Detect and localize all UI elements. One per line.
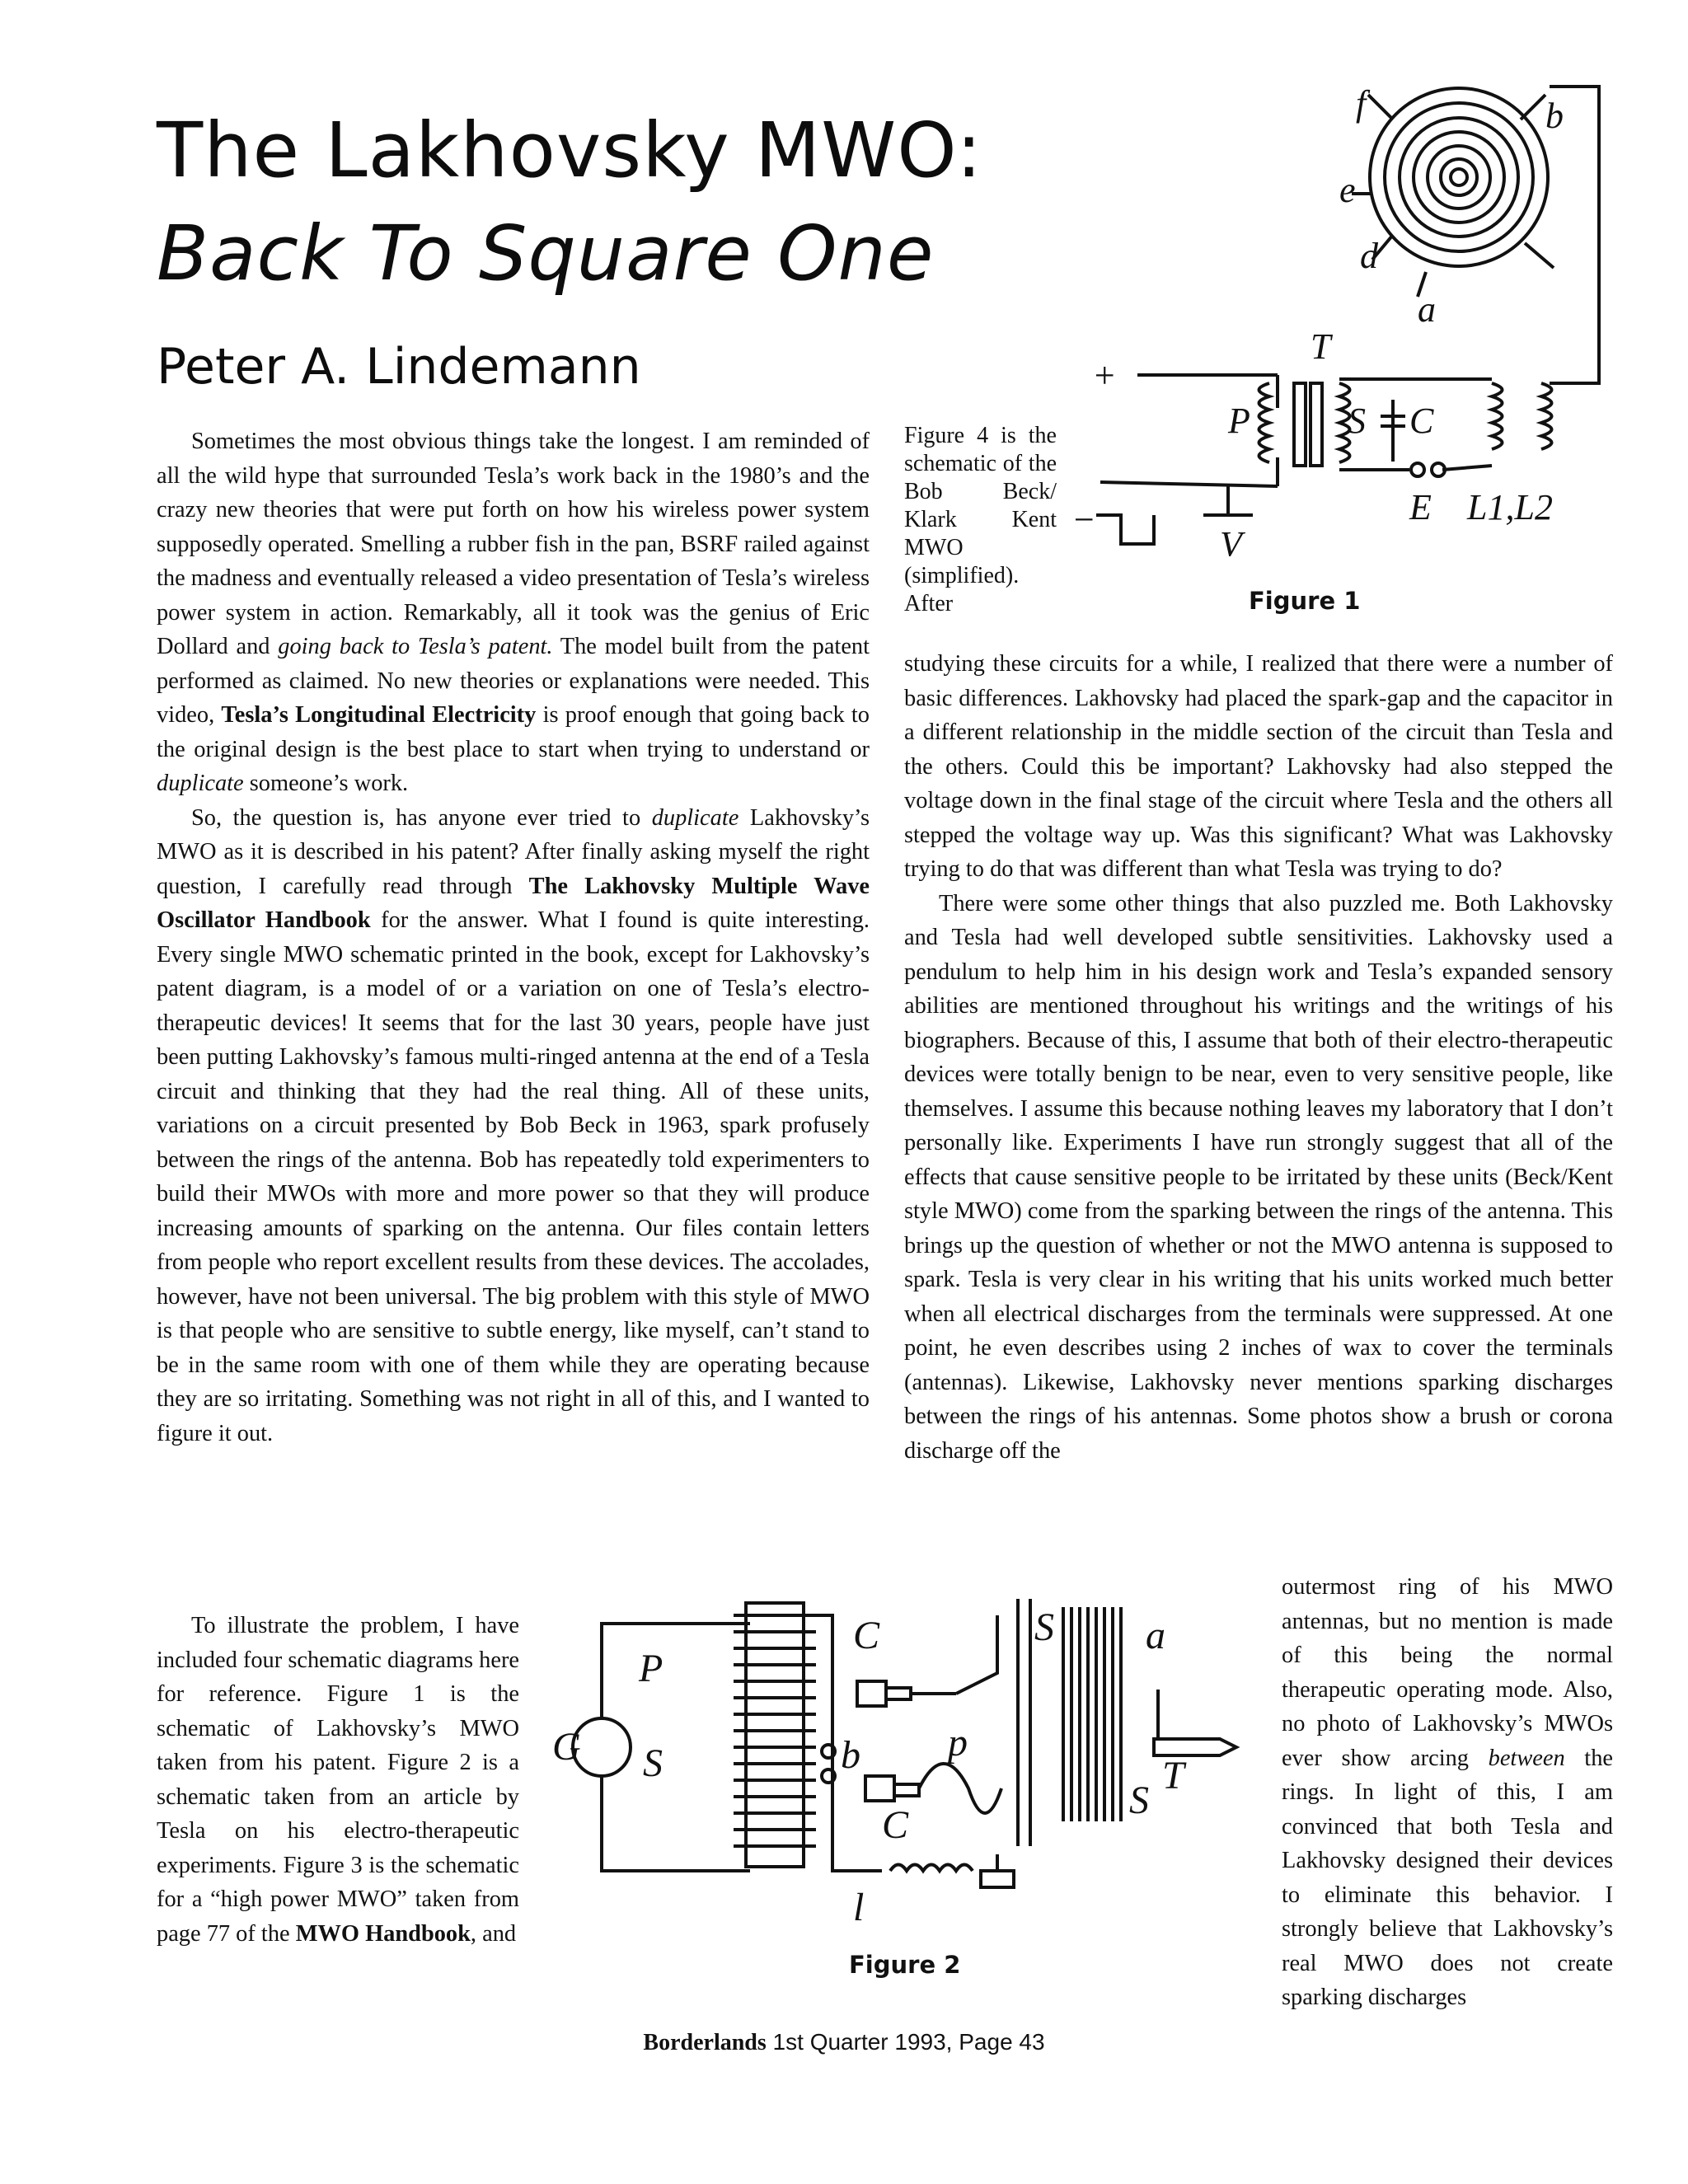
fig1-label-e: e (1339, 170, 1356, 210)
fig1-label-plus: + (1092, 355, 1117, 396)
article-title (157, 99, 982, 305)
author-name: Peter A. Lindemann (157, 338, 641, 396)
left-paragraph-1: Sometimes the most obvious things take the longest. I am reminded of all the wild hype that surrounded Tesla’s work back in the 1980’s and the crazy new theories that were put forth on how his wireless power system supposedly operated. Smelling a rubber fish in the pan, BSRF railed against the madness and eventually released a video presentation of Tesla’s wireless power system in action. Remarkably, all it took was the genius of Eric Dollard and going back to Tesla’s patent. The model built from the patent performed as claimed. No new theories or explanations were needed. This video, Tesla’s Longitudinal Electricity is proof enough that going back to the original design is the best place to start when trying to understand or duplicate someone’s work. (157, 429, 870, 796)
right-paragraph-3: outermost ring of his MWO antennas, but no mention is made of this being the normal therapeutic operating mode. Also, no photo of Lakhovsky’s MWOs ever show arcing between the rings. In light of this, I am convinced that both Tesla and Lakhovsky designed their devices to eliminate this behavior. I strongly believe that Lakhovsky’s real MWO does not create sparking discharges (1282, 1574, 1613, 2010)
figure-2-caption: Figure 2 (849, 1951, 961, 1979)
fig2-label-P: P (639, 1647, 663, 1690)
fig1-label-P: P (1228, 401, 1250, 441)
figure-1-schematic (1063, 70, 1640, 556)
page-footer (0, 2029, 1688, 2056)
fig1-label-f: f (1356, 83, 1367, 124)
fig1-label-b: b (1545, 96, 1564, 136)
left-paragraph-3: To illustrate the problem, I have included four schematic diagrams here for reference. Figure 1 is the schematic of Lakhovsky’s MWO taken from his patent. Figure 2 is a schematic taken from an article by Tesla on his electro-therapeutic experiments. Figure 3 is the schematic for a “high power MWO” taken from page 77 of the MWO Handbook, and (157, 1613, 519, 1947)
footer-issue-page: 1st Quarter 1993, Page 43 (766, 2029, 1045, 2055)
fig2-label-p: p (948, 1721, 968, 1765)
fig2-label-C-bottom: C (882, 1803, 909, 1847)
footer-magazine: Borderlands (643, 2030, 767, 2055)
fig4-intro-text: Figure 4 is the schematic of the Bob Beck/ Klark Kent MWO (simplified). After (904, 423, 1057, 616)
figure-1-caption: Figure 1 (1249, 587, 1361, 615)
fig1-label-minus: − (1071, 499, 1096, 540)
fig2-label-S: S (643, 1741, 663, 1785)
fig1-label-a: a (1418, 289, 1436, 330)
fig2-label-S-top: S (1034, 1605, 1054, 1649)
title-line-2: Back To Square One (157, 209, 935, 298)
right-paragraph-2: There were some other things that also puzzled me. Both Lakhovsky and Tesla had well developed subtle sensitivities. Lakhovsky used a pendulum to help him in his design work and Tesla’s expanded sensory abilities are mentioned throughout his writings and the writings of his biographers. Because of this, I assume that both of their electro-therapeutic devices were totally benign to be near, even to very sensitive people, like themselves. I assume this because nothing leaves my laboratory that I don’t personally like. Experiments I have run strongly suggest that all of the effects that cause sensitive people to be irritated by these units (Beck/Kent style MWO) come from the sparking between the rings of the antenna. This brings up the question of whether or not the MWO antenna is supposed to spark. Tesla is very clear in his writing that his units worked much better when all electrical discharges from the terminals were suppressed. At one point, he even describes using 2 inches of wax to cover the terminals (antennas). Likewise, Lakhovsky never mentions sparking discharges between the rings of his antennas. Some photos show a brush or corona discharge off the (904, 890, 1613, 1464)
fig1-label-T: T (1311, 326, 1331, 367)
right-column-bottom (1282, 1570, 1613, 2015)
fig1-label-L1L2: L1,L2 (1467, 487, 1553, 527)
fig2-label-G: G (552, 1725, 581, 1769)
figure-2-schematic (536, 1591, 1245, 1929)
fig1-label-S: S (1348, 401, 1366, 441)
right-column (904, 647, 1613, 1468)
fig2-label-T: T (1162, 1754, 1184, 1797)
fig2-label-S-right: S (1129, 1779, 1149, 1822)
fig1-label-V: V (1220, 524, 1242, 556)
fig1-label-E: E (1409, 487, 1432, 527)
fig1-label-C: C (1409, 401, 1434, 441)
left-column (157, 424, 870, 1451)
fig2-label-C-top: C (853, 1614, 880, 1657)
fig2-label-b: b (841, 1733, 860, 1777)
left-column-bottom (157, 1609, 519, 1951)
title-line-1: The Lakhovsky MWO: (157, 106, 983, 194)
right-paragraph-1: studying these circuits for a while, I realized that there were a number of basic differences. Lakhovsky had placed the spark-gap and the capacitor in a different relationship in the middle section of the circuit than Tesla and the others. Could this be important? Lakhovsky had also stepped the voltage down in the final stage of the circuit where Tesla and the others all stepped the voltage way up. Was this significant? What was Lakhovsky trying to do that was different than what Tesla was trying to do? (904, 651, 1613, 882)
fig1-label-d: d (1360, 236, 1378, 276)
left-paragraph-2: So, the question is, has anyone ever tried to duplicate Lakhovsky’s MWO as it is described in his patent? After finally asking myself the right question, I carefully read through The Lakhovsky Multiple Wave Oscillator Handbook for the answer. What I found is quite interesting. Every single MWO schematic printed in the book, except for Lakhovsky’s patent diagram, is a model of or a variation on one of Tesla’s electro-therapeutic devices! It seems that for the last 30 years, people have just been putting Lakhovsky’s famous multi-ringed antenna at the end of a Tesla circuit and thinking that they had the real thing. All of these units, variations on a circuit presented by Bob Beck in 1963, spark profusely between the rings of the antenna. Bob has repeatedly told experimenters to build their MWOs with more and more power so that they will produce increasing amounts of sparking on the antenna. Our files contain letters from people who report excellent results from these devices. The accolades, however, have not been universal. The big problem with this style of MWO is that people who are sensitive to subtle energy, like myself, can’t stand to be in the same room with one of them while they are operating because they are so irritating. Something was not right in all of this, and I wanted to figure it out. (157, 804, 870, 1446)
right-column-intro (904, 422, 1057, 618)
fig2-label-a: a (1146, 1614, 1165, 1657)
fig2-label-l: l (853, 1886, 865, 1929)
